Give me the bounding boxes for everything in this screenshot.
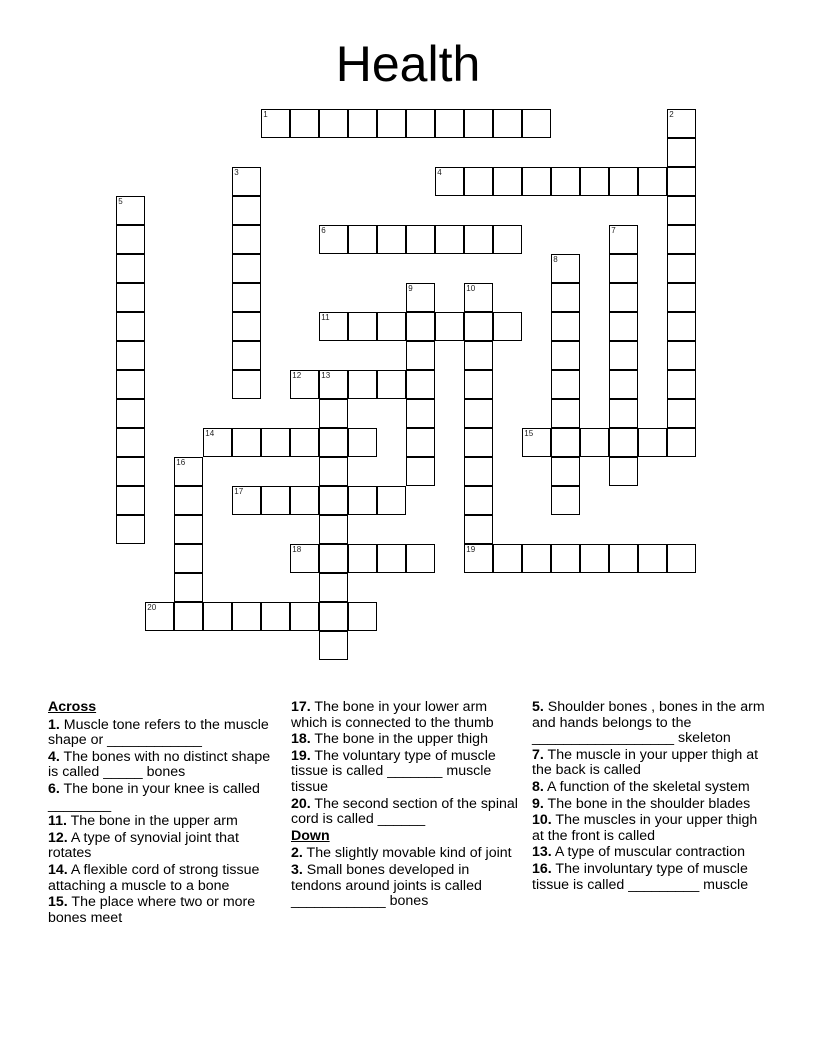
clue-number: 2. <box>291 845 303 862</box>
clue-text: Shoulder bones , bones in the arm and hands belongs to the __________________ skeleton <box>532 699 765 747</box>
crossword-cell[interactable] <box>406 109 435 138</box>
clue-across-20 <box>291 797 521 828</box>
crossword-cell[interactable] <box>406 544 435 573</box>
crossword-cell[interactable] <box>464 283 493 312</box>
clue-text: The second section of the spinal cord is called ______ <box>291 795 518 828</box>
crossword-cell[interactable] <box>377 370 406 399</box>
crossword-cell[interactable] <box>319 573 348 602</box>
crossword-cell[interactable] <box>174 515 203 544</box>
crossword-cell[interactable] <box>551 254 580 283</box>
crossword-cell[interactable] <box>464 370 493 399</box>
clue-number: 5. <box>532 699 544 715</box>
crossword-cell[interactable] <box>609 225 638 254</box>
crossword-cell[interactable] <box>232 225 261 254</box>
crossword-cell[interactable] <box>493 312 522 341</box>
crossword-cell[interactable] <box>522 167 551 196</box>
crossword-cell[interactable] <box>319 515 348 544</box>
page-title: Health <box>335 36 481 92</box>
crossword-cell[interactable] <box>464 428 493 457</box>
crossword-cell[interactable] <box>406 457 435 486</box>
crossword-cell[interactable] <box>203 428 232 457</box>
crossword-cell[interactable] <box>609 399 638 428</box>
crossword-cell[interactable] <box>406 312 435 341</box>
crossword-cell[interactable] <box>290 602 319 631</box>
crossword-cell[interactable] <box>377 486 406 515</box>
crossword-cell[interactable] <box>551 283 580 312</box>
crossword-cell[interactable] <box>261 428 290 457</box>
crossword-cell[interactable] <box>667 544 696 573</box>
crossword-cell[interactable] <box>406 399 435 428</box>
crossword-cell[interactable] <box>116 399 145 428</box>
crossword-cell[interactable] <box>580 167 609 196</box>
crossword-cell[interactable] <box>319 457 348 486</box>
clue-down-8 <box>532 780 772 796</box>
crossword-cell[interactable] <box>232 370 261 399</box>
clue-down-5 <box>532 700 772 747</box>
cell-number: 7 <box>611 226 616 236</box>
crossword-cell[interactable] <box>348 602 377 631</box>
crossword-cell[interactable] <box>638 428 667 457</box>
crossword-cell[interactable] <box>435 225 464 254</box>
clue-text: The bone in the upper arm <box>70 813 238 830</box>
clue-text: The muscles in your upper thigh at the front is called <box>532 812 758 844</box>
crossword-cell[interactable] <box>116 196 145 225</box>
crossword-cell[interactable] <box>667 254 696 283</box>
crossword-cell[interactable] <box>609 370 638 399</box>
clue-number: 15. <box>48 894 68 911</box>
clue-across-11 <box>48 814 278 830</box>
crossword-cell[interactable] <box>493 167 522 196</box>
crossword-cell[interactable] <box>174 486 203 515</box>
clue-text: The bone in the shoulder blades <box>547 795 751 812</box>
crossword-cell[interactable] <box>464 457 493 486</box>
crossword-cell[interactable] <box>609 341 638 370</box>
crossword-cell[interactable] <box>464 544 493 573</box>
clue-number: 18. <box>291 731 311 748</box>
crossword-cell[interactable] <box>609 254 638 283</box>
cell-number: 4 <box>437 168 442 178</box>
crossword-cell[interactable] <box>609 312 638 341</box>
across-heading: Across <box>48 699 97 715</box>
crossword-cell[interactable] <box>435 109 464 138</box>
crossword-cell[interactable] <box>319 109 348 138</box>
clue-text: A flexible cord of strong tissue attaching a muscle to a bone <box>48 861 260 894</box>
clue-number: 13. <box>532 844 552 861</box>
clue-across-6 <box>48 782 278 813</box>
down-heading: Down <box>291 827 330 844</box>
crossword-cell[interactable] <box>551 486 580 515</box>
clue-text: The muscle in your upper thigh at the back is called <box>532 746 759 779</box>
crossword-cell[interactable] <box>116 515 145 544</box>
clue-across-12 <box>48 831 278 862</box>
clue-number: 10. <box>532 812 552 829</box>
crossword-cell[interactable] <box>174 544 203 573</box>
crossword-cell[interactable] <box>580 428 609 457</box>
crossword-cell[interactable] <box>261 486 290 515</box>
crossword-cell[interactable] <box>406 428 435 457</box>
clue-down-7 <box>532 748 772 779</box>
crossword-cell[interactable] <box>551 428 580 457</box>
crossword-cell[interactable] <box>377 225 406 254</box>
clue-down-3 <box>291 863 521 910</box>
crossword-cell[interactable] <box>435 312 464 341</box>
cell-number: 11 <box>321 313 330 323</box>
crossword-cell[interactable] <box>522 109 551 138</box>
crossword-cell[interactable] <box>319 370 348 399</box>
crossword-cell[interactable] <box>522 428 551 457</box>
crossword-cell[interactable] <box>667 428 696 457</box>
crossword-cell[interactable] <box>638 167 667 196</box>
clue-number: 20. <box>291 795 311 812</box>
crossword-cell[interactable] <box>232 254 261 283</box>
clue-number: 19. <box>291 747 311 764</box>
crossword-cell[interactable] <box>667 283 696 312</box>
crossword-cell[interactable] <box>116 428 145 457</box>
crossword-cell[interactable] <box>290 544 319 573</box>
cell-number: 19 <box>466 545 476 555</box>
crossword-cell[interactable] <box>232 196 261 225</box>
clue-number: 14. <box>48 861 68 878</box>
clues-column-3 <box>532 700 772 894</box>
cell-number: 13 <box>321 371 331 381</box>
crossword-cell[interactable] <box>551 370 580 399</box>
crossword-cell[interactable] <box>464 515 493 544</box>
crossword-cell[interactable] <box>116 225 145 254</box>
crossword-cell[interactable] <box>348 312 377 341</box>
crossword-cell[interactable] <box>667 109 696 138</box>
clue-number: 6. <box>48 780 60 797</box>
crossword-cell[interactable] <box>464 399 493 428</box>
cell-number: 9 <box>408 284 413 294</box>
crossword-cell[interactable] <box>232 602 261 631</box>
crossword-cell[interactable] <box>319 225 348 254</box>
crossword-cell[interactable] <box>116 370 145 399</box>
crossword-cell[interactable] <box>609 544 638 573</box>
crossword-cell[interactable] <box>174 602 203 631</box>
crossword-cell[interactable] <box>493 544 522 573</box>
clue-text: The bones with no distinct shape is called _____ bones <box>48 748 271 781</box>
cell-number: 14 <box>205 429 215 439</box>
crossword-cell[interactable] <box>580 544 609 573</box>
crossword-cell[interactable] <box>319 486 348 515</box>
crossword-cell[interactable] <box>464 225 493 254</box>
crossword-cell[interactable] <box>551 544 580 573</box>
crossword-cell[interactable] <box>493 225 522 254</box>
clue-across-19 <box>291 749 521 796</box>
crossword-cell[interactable] <box>406 283 435 312</box>
crossword-cell[interactable] <box>609 428 638 457</box>
clue-number: 3. <box>291 861 303 878</box>
crossword-cell[interactable] <box>667 196 696 225</box>
crossword-cell[interactable] <box>406 225 435 254</box>
clue-number: 17. <box>291 699 311 715</box>
crossword-cell[interactable] <box>667 370 696 399</box>
crossword-cell[interactable] <box>232 167 261 196</box>
cell-number: 5 <box>118 197 123 207</box>
crossword-cell[interactable] <box>232 312 261 341</box>
cell-number: 18 <box>292 545 302 555</box>
clue-text: Muscle tone refers to the muscle shape or ____________ <box>48 716 269 749</box>
crossword-cell[interactable] <box>261 109 290 138</box>
cell-number: 16 <box>176 458 186 468</box>
crossword-cell[interactable] <box>290 370 319 399</box>
crossword-cell[interactable] <box>406 370 435 399</box>
crossword-cell[interactable] <box>348 486 377 515</box>
clue-down-9 <box>532 797 772 813</box>
clue-across-4 <box>48 750 278 781</box>
clues-column-1 <box>48 700 278 927</box>
crossword-cell[interactable] <box>464 341 493 370</box>
crossword-cell[interactable] <box>551 399 580 428</box>
crossword-cell[interactable] <box>464 486 493 515</box>
clue-across-15 <box>48 895 278 926</box>
cell-number: 10 <box>466 284 476 294</box>
clue-text: Small bones developed in tendons around joints is called ____________ bones <box>291 861 482 910</box>
crossword-cell[interactable] <box>232 341 261 370</box>
crossword-cell[interactable] <box>319 631 348 660</box>
clue-number: 4. <box>48 748 60 765</box>
crossword-cell[interactable] <box>551 312 580 341</box>
crossword-cell[interactable] <box>348 544 377 573</box>
clue-text: A type of muscular contraction <box>554 844 745 861</box>
crossword-cell[interactable] <box>435 167 464 196</box>
crossword-cell[interactable] <box>377 312 406 341</box>
crossword-cell[interactable] <box>319 602 348 631</box>
crossword-cell[interactable] <box>232 283 261 312</box>
crossword-cell[interactable] <box>348 428 377 457</box>
clue-number: 9. <box>532 795 544 812</box>
crossword-cell[interactable] <box>116 283 145 312</box>
crossword-cell[interactable] <box>522 544 551 573</box>
crossword-cell[interactable] <box>232 486 261 515</box>
cell-number: 15 <box>524 429 534 439</box>
crossword-cell[interactable] <box>609 283 638 312</box>
crossword-cell[interactable] <box>319 399 348 428</box>
clue-text: The bone in your lower arm which is connected to the thumb <box>291 699 494 731</box>
clue-text: The involuntary type of muscle tissue is called _________ muscle <box>532 860 749 893</box>
clue-across-1 <box>48 718 278 749</box>
crossword-cell[interactable] <box>609 167 638 196</box>
clues-column-2 <box>291 700 521 911</box>
crossword-cell[interactable] <box>667 341 696 370</box>
crossword-cell[interactable] <box>667 167 696 196</box>
clue-number: 11. <box>48 813 67 830</box>
crossword-cell[interactable] <box>667 225 696 254</box>
clue-text: A type of synovial joint that rotates <box>48 829 239 862</box>
crossword-cell[interactable] <box>348 370 377 399</box>
crossword-cell[interactable] <box>290 428 319 457</box>
crossword-cell[interactable] <box>319 428 348 457</box>
crossword-cell[interactable] <box>319 544 348 573</box>
crossword-cell[interactable] <box>551 341 580 370</box>
crossword-cell[interactable] <box>609 457 638 486</box>
cell-number: 1 <box>263 110 268 120</box>
crossword-cell[interactable] <box>116 341 145 370</box>
clue-text: The bone in your knee is called ________ <box>48 780 260 813</box>
cell-number: 6 <box>321 226 326 236</box>
cell-number: 20 <box>147 603 157 613</box>
clue-down-16 <box>532 862 772 893</box>
cell-number: 17 <box>234 487 244 497</box>
clue-down-13 <box>532 845 772 861</box>
crossword-cell[interactable] <box>290 486 319 515</box>
crossword-cell[interactable] <box>667 399 696 428</box>
crossword-cell[interactable] <box>638 544 667 573</box>
crossword-cell[interactable] <box>377 544 406 573</box>
clue-across-17 <box>291 700 521 731</box>
clue-text: The bone in the upper thigh <box>314 731 488 748</box>
crossword-cell[interactable] <box>348 225 377 254</box>
crossword-cell[interactable] <box>203 602 232 631</box>
cell-number: 2 <box>669 110 674 120</box>
clue-across-14 <box>48 863 278 894</box>
crossword-cell[interactable] <box>232 428 261 457</box>
clue-text: The place where two or more bones meet <box>48 894 256 926</box>
crossword-grid <box>117 110 717 670</box>
crossword-cell[interactable] <box>319 312 348 341</box>
crossword-cell[interactable] <box>174 573 203 602</box>
crossword-cell[interactable] <box>261 602 290 631</box>
crossword-cell[interactable] <box>551 457 580 486</box>
crossword-cell[interactable] <box>464 312 493 341</box>
crossword-cell[interactable] <box>174 457 203 486</box>
clue-text: A function of the skeletal system <box>547 778 750 795</box>
crossword-cell[interactable] <box>348 109 377 138</box>
crossword-cell[interactable] <box>406 341 435 370</box>
crossword-cell[interactable] <box>116 457 145 486</box>
clue-number: 7. <box>532 746 544 763</box>
crossword-cell[interactable] <box>667 138 696 167</box>
crossword-cell[interactable] <box>377 109 406 138</box>
clue-text: The voluntary type of muscle tissue is called _______ muscle tissue <box>291 747 496 795</box>
clue-down-10 <box>532 813 772 844</box>
crossword-cell[interactable] <box>464 167 493 196</box>
clue-across-18 <box>291 732 521 748</box>
cell-number: 8 <box>553 255 558 265</box>
clue-number: 1. <box>48 716 60 733</box>
cell-number: 3 <box>234 168 239 178</box>
crossword-cell[interactable] <box>464 109 493 138</box>
crossword-cell[interactable] <box>116 486 145 515</box>
clue-down-2 <box>291 846 521 862</box>
clue-number: 12. <box>48 829 68 846</box>
crossword-cell[interactable] <box>116 312 145 341</box>
crossword-cell[interactable] <box>551 167 580 196</box>
crossword-cell[interactable] <box>493 109 522 138</box>
crossword-cell[interactable] <box>290 109 319 138</box>
clue-number: 8. <box>532 778 544 795</box>
crossword-cell[interactable] <box>116 254 145 283</box>
crossword-cell[interactable] <box>667 312 696 341</box>
cell-number: 12 <box>292 371 302 381</box>
crossword-cell[interactable] <box>145 602 174 631</box>
clue-text: The slightly movable kind of joint <box>306 845 512 862</box>
clue-number: 16. <box>532 860 552 877</box>
